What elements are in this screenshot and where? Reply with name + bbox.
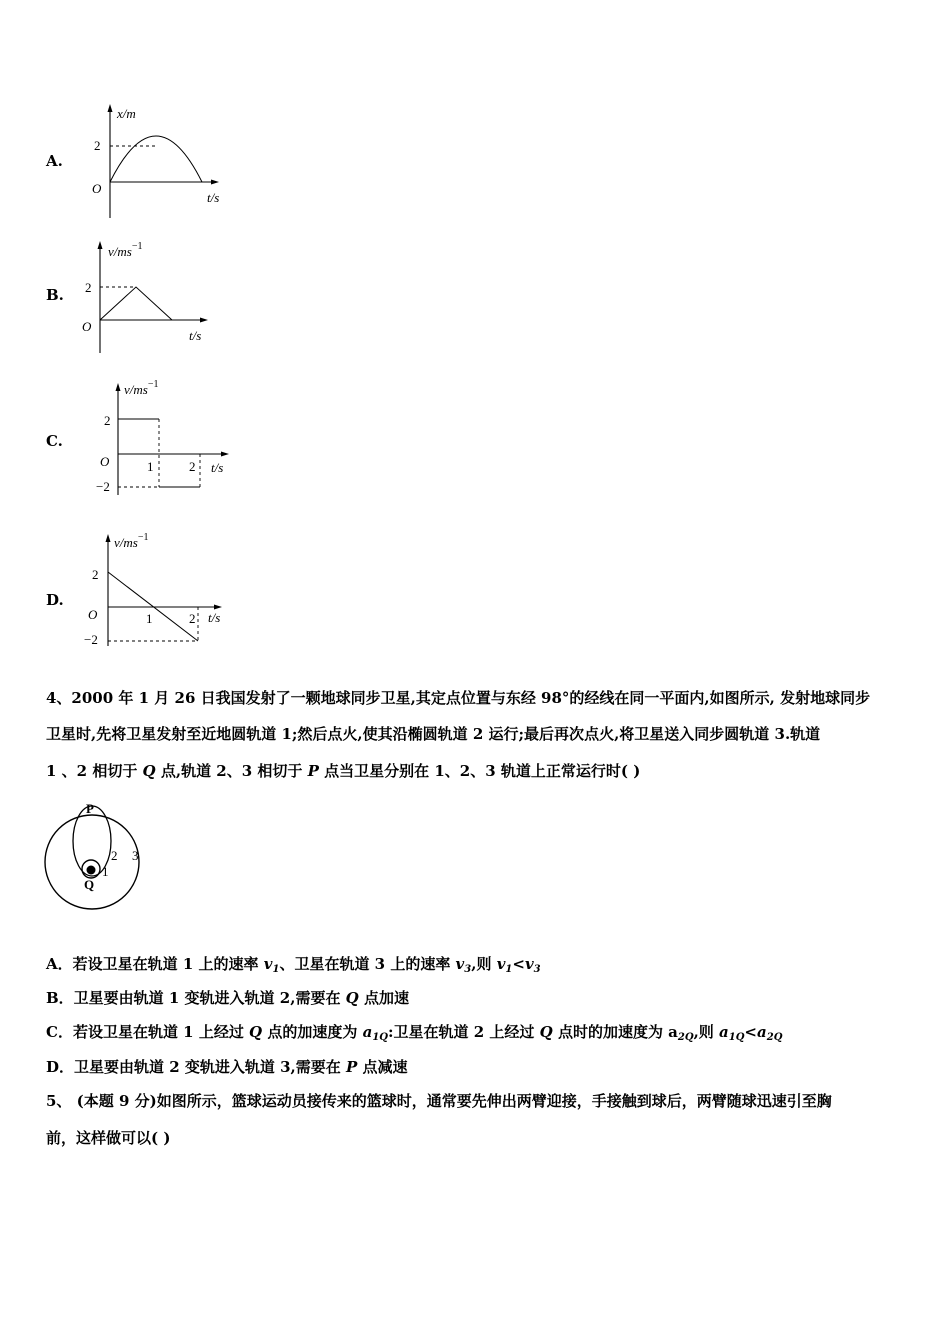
v1-subscript: 1 [272,964,280,975]
q4-line-1: 4、2000 年 1 月 26 日我国发射了一颗地球同步卫星,其定点位置与东经 98°的经线在同一平面内,如图所示, 发射地球同步 [46,689,871,707]
y-axis-label [124,379,158,397]
a1q-symbol: a [362,1023,373,1041]
v3-subscript: 3 [464,964,472,975]
q4-option-c-text-c: :卫星在轨道 2 上经过 [387,1023,540,1041]
point-p-ref: P [307,762,319,780]
q4-option-c-text-b: 点的加速度为 [262,1023,363,1041]
y-axis-arrow-icon [98,241,103,249]
y-axis-label-text: v/ms [124,382,148,397]
displacement-curve [110,136,202,182]
q4-option-c-text-d: 点时的加速度为 a [552,1023,678,1041]
less-than-sign: < [512,955,525,973]
y-tick-2: 2 [94,138,101,153]
origin-label: O [88,607,98,622]
q4-option-d-text-b: 点减速 [357,1058,408,1076]
a1q-symbol-compare: a [719,1023,729,1041]
q4-option-c [46,1022,782,1042]
x-tick-2: 2 [189,611,196,626]
point-p-label: P [86,801,94,816]
y-axis-label [114,532,148,550]
point-q-ref: Q [142,762,156,780]
y-tick-neg2: −2 [96,479,110,494]
q4-option-b-text-b: 点加速 [358,989,409,1007]
x-axis-label: t/s [211,460,224,475]
y-axis-arrow-icon [108,104,113,112]
y-tick-neg2: −2 [84,632,98,647]
q4-option-d [46,1057,408,1077]
x-tick-2: 2 [189,459,196,474]
x-tick-1: 1 [146,611,153,626]
origin-label: O [100,454,110,469]
option-c-graph [80,375,250,500]
a2q-symbol-compare: a [757,1023,767,1041]
q4-line-2: 卫星时,先将卫星发射至近地圆轨道 1;然后点火,使其沿椭圆轨道 2 运行;最后再次点火,将卫星送入同步圆轨道 3.轨道 [46,725,821,743]
q4-option-a-text-a: A．若设卫星在轨道 1 上的速率 [46,955,264,973]
y-axis-arrow-icon [106,534,111,542]
v3-symbol-compare: v [524,955,534,973]
v3-subscript-compare: 3 [533,964,541,975]
y-axis-arrow-icon [116,383,121,391]
q4-option-c-text-e: ,则 [693,1023,720,1041]
option-c-letter: C. [46,432,63,450]
y-axis-label-text: v/ms [114,535,138,550]
y-axis-label-text: v/ms [108,244,132,259]
q4-option-a-text-b: 、卫星在轨道 3 上的速率 [279,955,456,973]
q4-line-3-text-a: 1 、2 相切于 [46,762,143,780]
q4-option-b-text-a: B．卫星要由轨道 1 变轨进入轨道 2,需要在 [46,989,346,1007]
y-axis-label: x/m [117,106,136,121]
x-tick-1: 1 [147,459,154,474]
orbit-1-label: 1 [102,864,109,879]
q5-line-1: 5、 (本题 9 分)如图所示，篮球运动员接传来的篮球时，通常要先伸出两臂迎接，手接触到球后，两臂随球迅速引至胸 [46,1092,832,1110]
x-axis-label: t/s [208,610,221,625]
v1-symbol: v [263,955,273,973]
a1q-subscript-compare: 1Q [728,1032,745,1043]
orbit-diagram [44,800,149,925]
v1-symbol-compare: v [496,955,506,973]
x-axis-arrow-icon [214,605,222,610]
x-axis-arrow-icon [200,318,208,323]
option-d-graph [80,528,250,653]
y-tick-2: 2 [104,413,111,428]
y-axis-label-sup: −1 [131,241,143,252]
origin-label: O [82,319,92,334]
y-tick-2: 2 [92,567,99,582]
option-b-letter: B. [46,286,64,304]
velocity-line [100,287,172,320]
option-a-graph [80,100,250,225]
q4-line-3-text-c: 点当卫星分别在 1、2、3 轨道上正常运行时( ) [318,762,641,780]
point-q-ref: Q [539,1023,553,1041]
v3-symbol: v [455,955,465,973]
orbit-3-label: 3 [132,848,139,863]
x-axis-label: t/s [207,190,220,205]
q4-option-a-text-c: ,则 [471,955,497,973]
q4-option-b [46,988,409,1008]
option-b-graph [80,235,250,360]
point-q-ref: Q [345,989,359,1007]
y-axis-label [108,241,142,259]
y-tick-2: 2 [85,280,92,295]
x-axis-arrow-icon [221,452,229,457]
a1q-subscript: 1Q [372,1032,388,1043]
orbit-3 [45,815,139,909]
point-q-ref: Q [249,1023,263,1041]
a2q-subscript: 2Q [677,1032,694,1043]
q5-line-2: 前，这样做可以( ) [46,1129,171,1147]
q4-option-d-text-a: D．卫星要由轨道 2 变轨进入轨道 3,需要在 [46,1058,346,1076]
q4-line-3-text-b: 点,轨道 2、3 相切于 [155,762,308,780]
orbit-2-label: 2 [111,848,118,863]
v1-subscript-compare: 1 [505,964,513,975]
point-q-label: Q [84,877,95,892]
q4-line-3 [46,761,640,781]
point-p-ref: P [346,1058,358,1076]
option-d-letter: D. [46,591,64,609]
less-than-sign: < [744,1023,757,1041]
q4-option-c-text-a: C．若设卫星在轨道 1 上经过 [46,1023,250,1041]
a2q-subscript-compare: 2Q [766,1032,783,1043]
origin-label: O [92,181,102,196]
x-axis-arrow-icon [211,180,219,185]
earth-icon [87,866,96,875]
y-axis-label-sup: −1 [137,532,149,543]
x-axis-label: t/s [189,328,202,343]
q4-option-a [46,954,541,974]
y-axis-label-sup: −1 [147,379,159,390]
option-a-letter: A. [46,152,63,170]
